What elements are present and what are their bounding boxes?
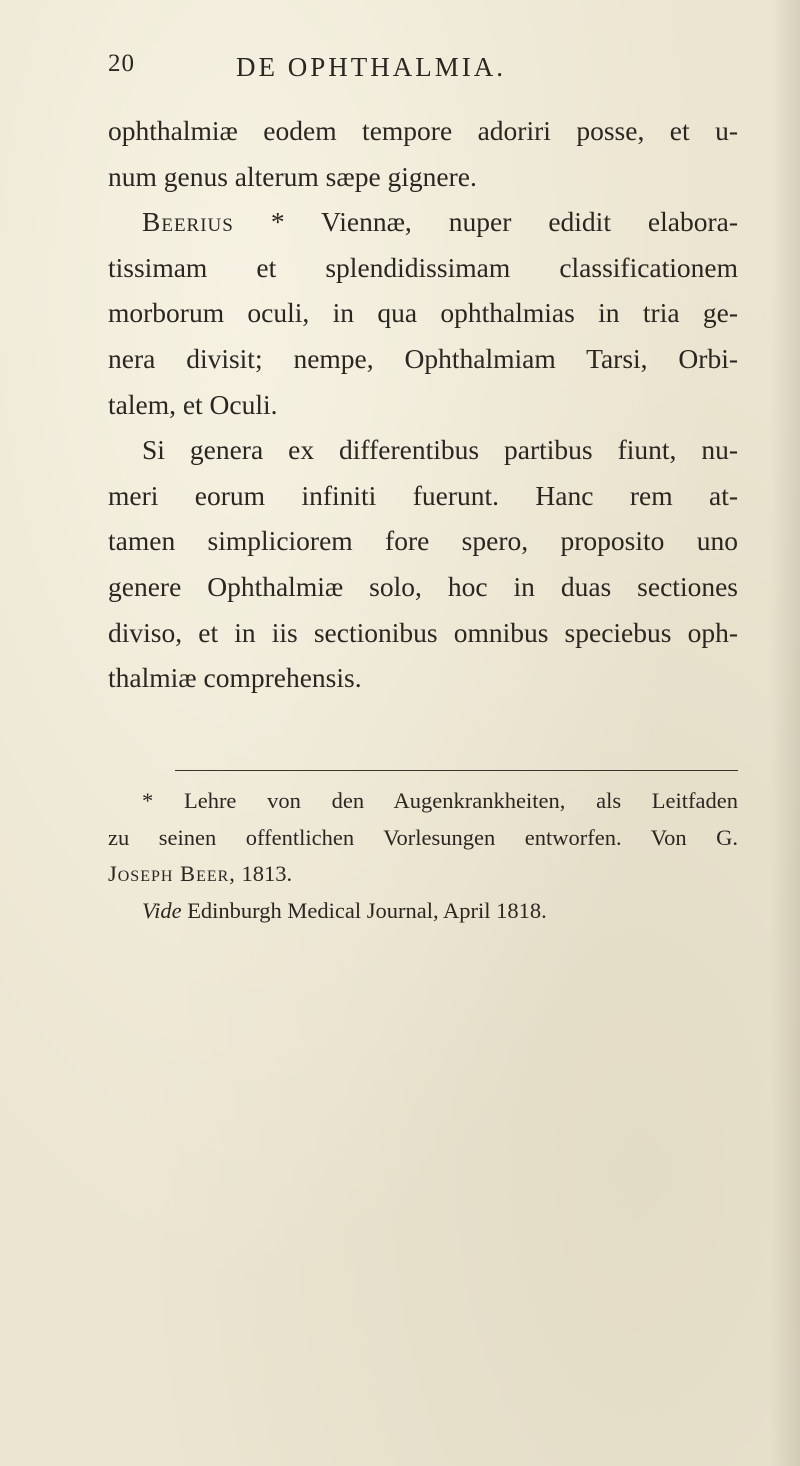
running-head: DE OPHTHALMIA. <box>236 52 506 82</box>
body-line: num genus alterum sæpe gignere. <box>108 160 477 192</box>
footnote-vide: Vide <box>142 897 182 923</box>
footnote-reference: Edinburgh Medical Journal, April 1818. <box>187 897 547 923</box>
author-name-joseph-beer: Joseph Beer, <box>108 861 236 886</box>
body-line: Si genera ex differentibus partibus fiunt, nu- <box>142 434 738 466</box>
page-number: 20 <box>108 50 135 77</box>
body-line: diviso, et in iis sectionibus omnibus speciebus oph- <box>108 616 738 648</box>
body-line: genere Ophthalmiæ solo, hoc in duas sectiones <box>108 570 738 602</box>
author-name-beerius: Beerius <box>142 206 234 238</box>
body-line: meri eorum infiniti fuerunt. Hanc rem at- <box>108 479 738 511</box>
footnote-rule <box>175 770 738 771</box>
body-text <box>108 108 738 701</box>
footnote <box>108 783 738 929</box>
footnote-line <box>108 893 738 930</box>
footnote-line <box>108 856 738 893</box>
footnote-year: 1813. <box>241 861 293 886</box>
body-line: morborum oculi, in qua ophthalmias in tria ge- <box>108 297 738 329</box>
body-line: ophthalmiæ eodem tempore adoriri posse, et u- <box>108 115 738 146</box>
body-line: talem, et Oculi. <box>108 388 278 420</box>
body-line: nera divisit; nempe, Ophthalmiam Tarsi, Orbi- <box>108 342 738 374</box>
body-line-continuation: * Viennæ, nuper edidit elabora- <box>270 206 739 238</box>
body-line: tamen simpliciorem fore spero, proposito uno <box>108 525 738 557</box>
footnote-line: * Lehre von den Augenkrankheiten, als Leitfaden <box>142 788 738 813</box>
body-line <box>108 199 738 245</box>
page-edge-shadow <box>770 0 800 1466</box>
footnote-line: zu seinen offentlichen Vorlesungen entworfen. Von G. <box>108 824 738 850</box>
body-line: thalmiæ comprehensis. <box>108 662 362 694</box>
page-header <box>0 50 800 90</box>
body-line: tissimam et splendidissimam classificationem <box>108 251 738 283</box>
